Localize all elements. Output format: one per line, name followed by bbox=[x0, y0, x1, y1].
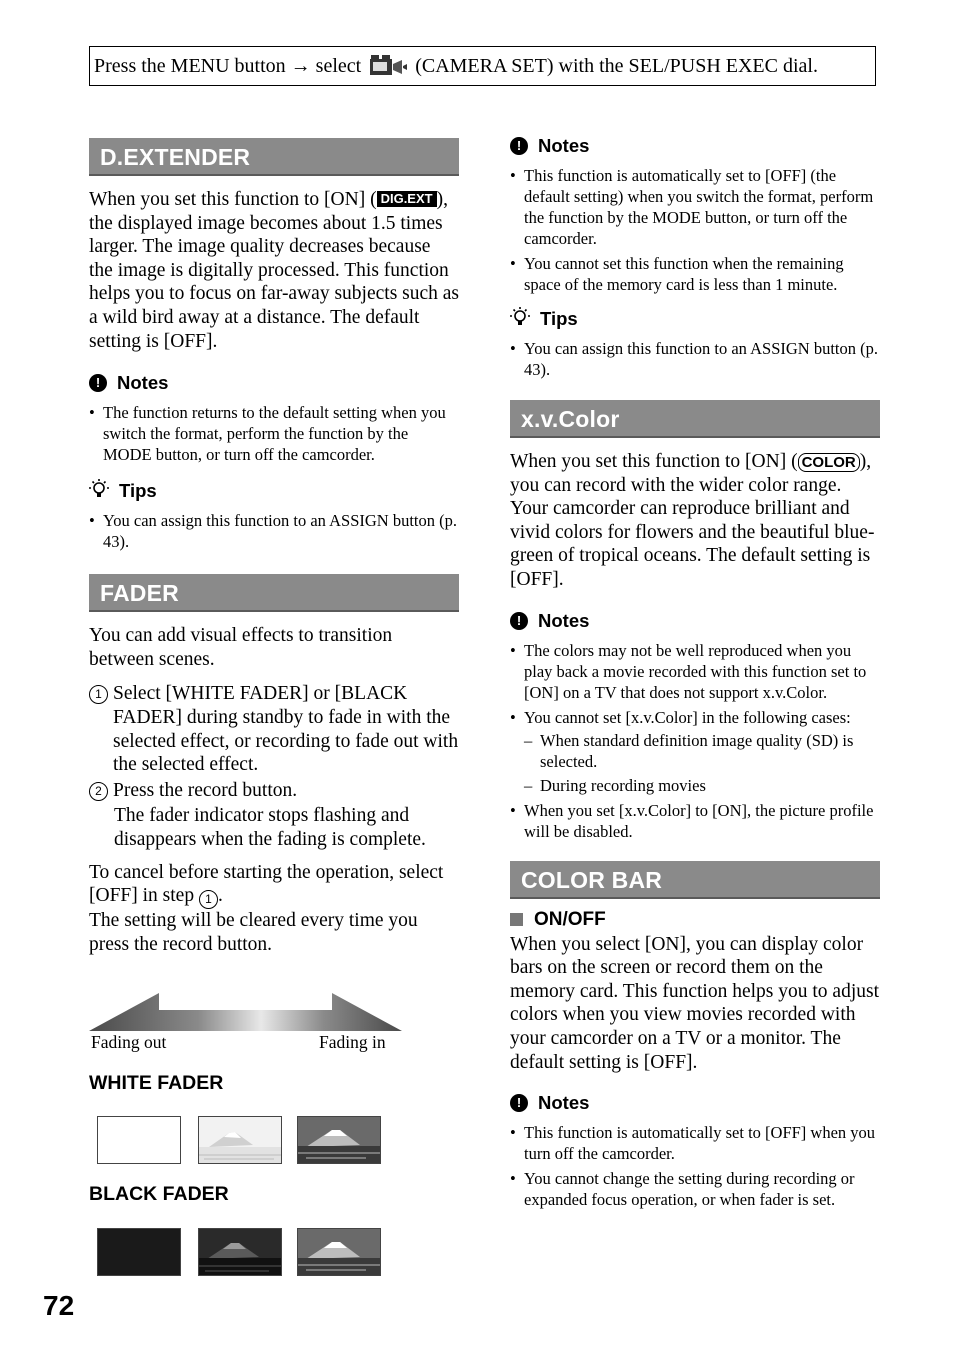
mountain-scene-image bbox=[199, 1117, 282, 1164]
colorbar-notes-heading bbox=[510, 1091, 880, 1115]
notes-label: Notes bbox=[538, 609, 590, 631]
dextender-body-a: When you set this function to [ON] ( bbox=[89, 189, 377, 210]
note-item: • This function is automatically set to [OFF] when you turn off the camcorder. bbox=[510, 1122, 880, 1164]
menu-instruction-prefix: Press the MENU button → select bbox=[94, 55, 362, 77]
black-fader-frame-3 bbox=[297, 1228, 381, 1276]
xvcolor-notes-heading bbox=[510, 609, 880, 633]
notes-icon: ! bbox=[510, 1094, 528, 1112]
colorbar-heading: COLOR BAR bbox=[510, 861, 880, 899]
note-item: • You cannot change the setting during recording or expanded focus operation, or when fader is set. bbox=[510, 1168, 880, 1210]
dextender-tips-heading bbox=[89, 479, 459, 503]
camera-set-icon bbox=[368, 53, 408, 91]
fader-cancel-text bbox=[89, 861, 459, 957]
xvcolor-body bbox=[510, 450, 880, 592]
left-column bbox=[89, 138, 459, 956]
xvcolor-icon: COLOR bbox=[798, 453, 860, 472]
tips-label: Tips bbox=[119, 480, 157, 502]
cancel-text-c: The setting will be cleared every time you press the record button. bbox=[89, 910, 418, 955]
fade-diagram bbox=[89, 992, 403, 1032]
right-column bbox=[510, 134, 880, 1214]
fader-intro: You can add visual effects to transition between scenes. bbox=[89, 625, 393, 670]
step-number: 1 bbox=[199, 890, 218, 909]
xvcolor-body-a: When you set this function to [ON] ( bbox=[510, 451, 798, 472]
xvcolor-heading: x.v.Color bbox=[510, 400, 880, 438]
note-item: • When you set [x.v.Color] to [ON], the picture profile will be disabled. bbox=[510, 800, 880, 842]
xvcolor-body-b: ), you can record with the wider color range. Your camcorder can reproduce brilliant and vivid colors for flowers and the beautiful blue-green of tropical oceans. The default setting is [OFF]. bbox=[510, 451, 875, 590]
notes-icon: ! bbox=[89, 374, 107, 392]
note-item: • This function is automatically set to [OFF] (the default setting) when you switch the format, perform the function by the MODE button, or turn off the camcorder. bbox=[510, 165, 880, 249]
note-sublist bbox=[524, 730, 880, 796]
dextender-notes-heading bbox=[89, 371, 459, 395]
note-item: • The function returns to the default setting when you switch the format, perform the function by the MODE button, or turn off the camcorder. bbox=[89, 402, 459, 465]
fader-step-2-detail: The fader indicator stops flashing and disappears when the fading is complete. bbox=[114, 805, 426, 850]
fading-out-label: Fading out bbox=[91, 1032, 167, 1052]
tip-item: • You can assign this function to an ASSIGN button (p. 43). bbox=[89, 510, 459, 552]
dextender-body bbox=[89, 188, 459, 353]
white-fader-frame-1 bbox=[97, 1116, 181, 1164]
step-number: 1 bbox=[89, 685, 108, 704]
tip-item: • You can assign this function to an ASSIGN button (p. 43). bbox=[510, 338, 880, 380]
white-fader-frame-2 bbox=[198, 1116, 282, 1164]
notes-icon: ! bbox=[510, 612, 528, 630]
white-fader-frame-3 bbox=[297, 1116, 381, 1164]
notes-label: Notes bbox=[538, 135, 590, 156]
colorbar-body: When you select [ON], you can display color bars on the screen or record them on the memory card. This function helps you to adjust colors when you view movies recorded with your camcorder on a TV or a monitor. The default setting is [OFF]. bbox=[510, 933, 879, 1073]
menu-instruction-suffix: (CAMERA SET) with the SEL/PUSH EXEC dial. bbox=[415, 55, 818, 77]
colorbar-notes-list bbox=[510, 1122, 880, 1210]
cancel-text-a: To cancel before starting the operation, select [OFF] in step bbox=[89, 861, 444, 907]
black-fader-frame-1 bbox=[97, 1228, 181, 1276]
notes-label: Notes bbox=[538, 1092, 590, 1114]
colorbar-subheading-label: ON/OFF bbox=[534, 908, 606, 930]
fader-step-2 bbox=[89, 779, 459, 803]
dextender-notes-list bbox=[89, 402, 459, 465]
tips-icon bbox=[89, 479, 109, 504]
fading-in-label: Fading in bbox=[319, 1032, 386, 1052]
dig-ext-icon: DIG.EXT bbox=[377, 191, 437, 207]
notes-list bbox=[510, 165, 880, 295]
notes-label: Notes bbox=[117, 372, 169, 394]
step-number: 2 bbox=[89, 782, 108, 801]
tips-label: Tips bbox=[540, 308, 578, 329]
black-fader-frame-2 bbox=[198, 1228, 282, 1276]
note-item: • The colors may not be well reproduced when you play back a movie recorded with this function set to [ON] on a TV that does not support x.v.Color. bbox=[510, 640, 880, 703]
mountain-scene-image bbox=[298, 1229, 381, 1276]
dextender-heading: D.EXTENDER bbox=[89, 138, 459, 176]
menu-instruction-box bbox=[89, 46, 876, 86]
white-fader-heading: WHITE FADER bbox=[89, 1072, 224, 1094]
step-text: Select [WHITE FADER] or [BLACK FADER] during standby to fade in with the selected effect, or recording to fade out with the selected effect. bbox=[113, 683, 459, 776]
notes-heading bbox=[510, 134, 880, 158]
mountain-scene-image bbox=[199, 1229, 282, 1276]
step-text: Press the record button. bbox=[113, 779, 298, 801]
note-subitem: – When standard definition image quality (SD) is selected. bbox=[524, 730, 880, 772]
xvcolor-notes-list bbox=[510, 640, 880, 842]
notes-icon: ! bbox=[510, 137, 528, 155]
colorbar-subheading bbox=[510, 909, 880, 931]
cancel-text-b: . bbox=[217, 885, 223, 907]
mountain-scene-image bbox=[298, 1117, 381, 1164]
note-text: You cannot set [x.v.Color] in the following cases: bbox=[524, 707, 851, 727]
dextender-body-b: ), the displayed image becomes about 1.5 times larger. The image quality decreases because the image is digitally processed. This function helps you to focus on far-away subjects such as a wild bird away at a distance. The default setting is [OFF]. bbox=[89, 189, 460, 352]
note-subitem: – During recording movies bbox=[524, 775, 880, 796]
page-number: 72 bbox=[43, 1290, 75, 1321]
dextender-tips-list bbox=[89, 510, 459, 552]
note-item bbox=[510, 707, 880, 796]
fader-step-1 bbox=[89, 682, 459, 776]
fader-heading: FADER bbox=[89, 574, 459, 612]
black-fader-heading: BLACK FADER bbox=[89, 1183, 229, 1205]
tips-icon bbox=[510, 307, 530, 332]
tips-heading bbox=[510, 307, 880, 331]
note-item: • You cannot set this function when the remaining space of the memory card is less than 1 minute. bbox=[510, 253, 880, 295]
square-bullet-icon bbox=[510, 913, 523, 926]
tips-list bbox=[510, 338, 880, 380]
